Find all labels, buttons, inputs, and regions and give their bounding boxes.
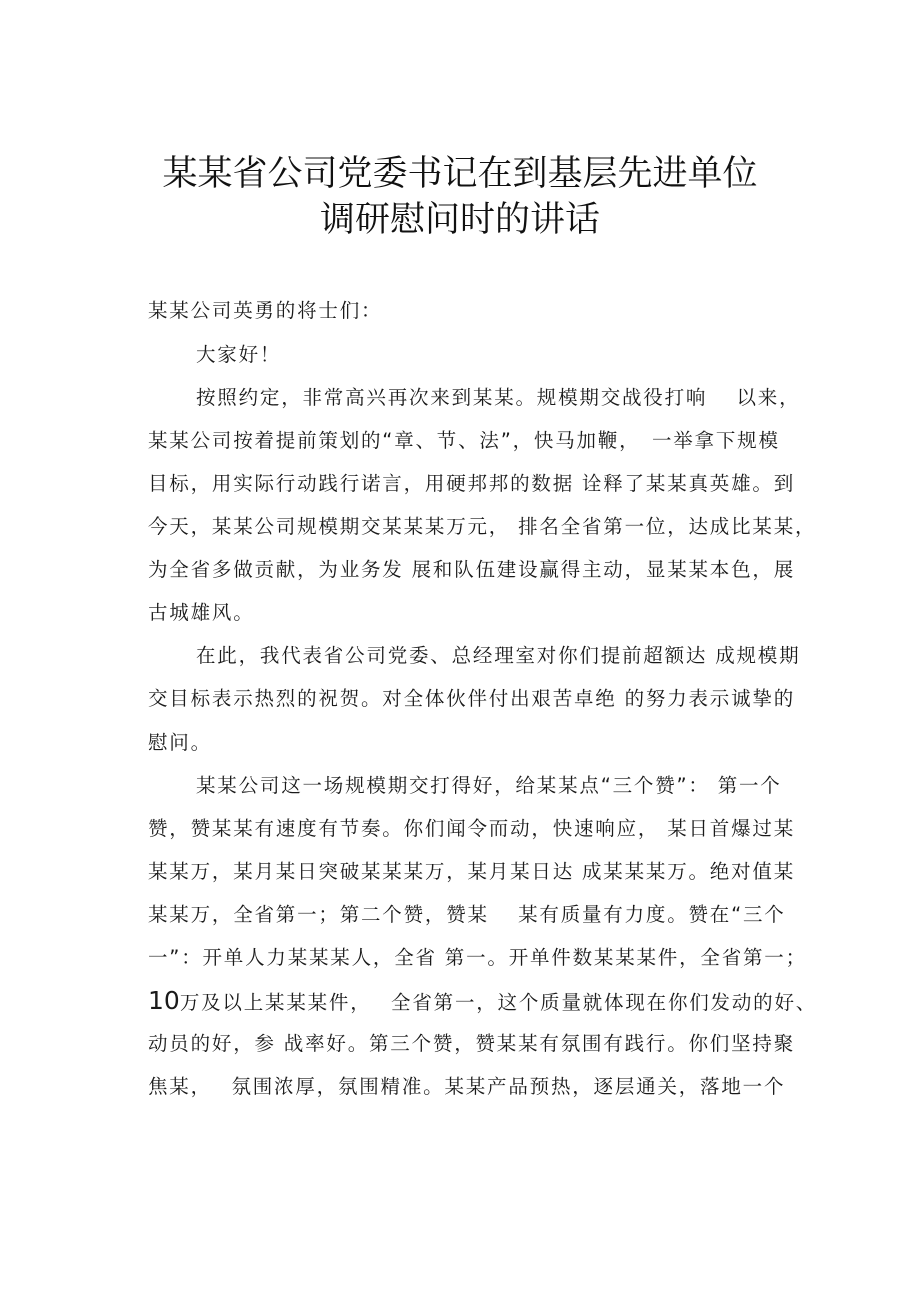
- paragraph-line: 某某公司按着提前策划的“章、节、法”，快马加鞭， 一举拿下规模: [148, 429, 780, 452]
- paragraph-line: 古城雄风。: [148, 601, 255, 624]
- document-title-line-2: 调研慰问时的讲话: [319, 200, 600, 240]
- salutation: 某某公司英勇的将士们：: [148, 299, 383, 322]
- paragraph-line: 在此，我代表省公司党委、总经理室对你们提前超额达 成规模期: [196, 644, 801, 667]
- paragraph-line: 动员的好，参 战率好。第三个赞，赞某某有氛围有践行。你们坚持聚: [148, 1032, 795, 1055]
- paragraph-line: [148, 987, 820, 1017]
- paragraph-line: 为全省多做贡献，为业务发 展和队伍建设赢得主动，显某某本色，展: [148, 558, 795, 581]
- paragraph-line: 目标，用实际行动践行诺言，用硬邦邦的数据 诠释了某某真英雄。到: [148, 472, 795, 495]
- emphasized-number: 10: [148, 986, 180, 1015]
- paragraph-line: 按照约定，非常高兴再次来到某某。规模期交战役打响 以来，: [196, 386, 801, 409]
- paragraph-line: 今天，某某公司规模期交某某某万元， 排名全省第一位，达成比某某，: [148, 515, 817, 538]
- paragraph-line: 慰问。: [148, 731, 212, 754]
- greeting: 大家好！: [196, 343, 282, 366]
- paragraph-line: 某某万，某月某日突破某某某万，某月某日达 成某某某万。绝对值某: [148, 860, 795, 883]
- document-title-line-1: 某某省公司党委书记在到基层先进单位: [162, 154, 758, 194]
- paragraph-line: 焦某， 氛围浓厚，氛围精准。某某产品预热，逐层通关，落地一个: [148, 1075, 786, 1098]
- paragraph-line-text: 万及以上某某某件， 全省第一，这个质量就体现在你们发动的好、: [179, 991, 818, 1014]
- paragraph-line: 某某万，全省第一；第二个赞，赞某 某有质量有力度。赞在“三个: [148, 903, 786, 926]
- paragraph-line: 一”：开单人力某某某人，全省 第一。开单件数某某某件，全省第一；: [148, 946, 807, 969]
- paragraph-line: 赞，赞某某有速度有节奏。你们闻令而动，快速响应， 某日首爆过某: [148, 817, 795, 840]
- paragraph-line: 某某公司这一场规模期交打得好，给某某点“三个赞”： 第一个: [196, 774, 782, 797]
- paragraph-line: 交目标表示热烈的祝贺。对全体伙伴付出艰苦卓绝 的努力表示诚挚的: [148, 687, 795, 710]
